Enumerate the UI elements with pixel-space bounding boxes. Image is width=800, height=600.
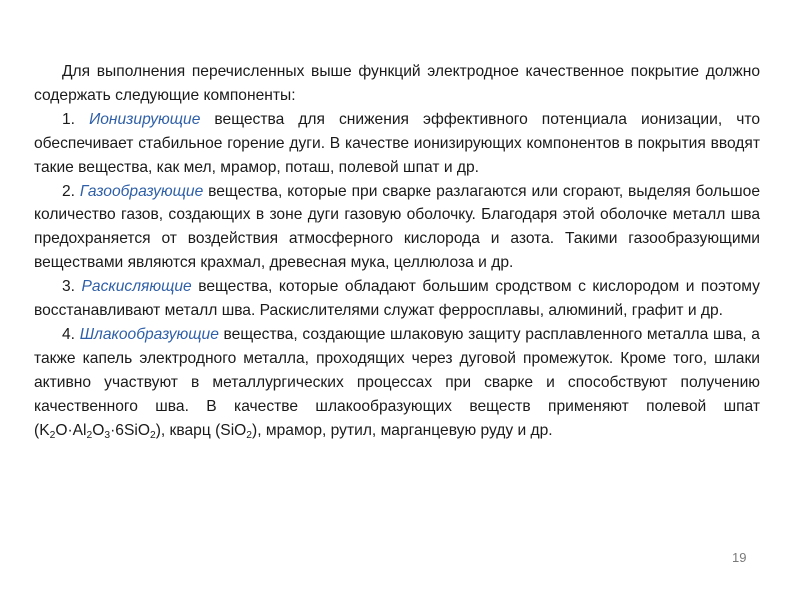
item-4-number: 4. [62,325,76,343]
slide-body [34,60,760,443]
item-3-number: 3. [62,278,76,296]
item-1-number: 1. [62,110,76,128]
item-4-text-3: , мрамор, рутил, марганцевую руду и др. [257,421,553,439]
feldspar-formula: $(K_2O\cdot Al_2O_3\cdot 6SiO_2)$ [34,421,161,441]
item-3-paragraph [34,275,760,323]
item-3-keyword: Раскисляющие [81,278,192,296]
item-4-keyword: Шлакообразующие [79,325,219,343]
item-3-text: вещества, которые обладают большим сродством с кислородом и поэтому восстанавливают металл шва. Раскислителями служат ферросплавы, алюминий, графит и др. [34,278,760,320]
item-4-text: вещества, создающие шлаковую защиту расплавленного металла шва, а также капель электродного металла, проходящих через дуговой промежуток. Кроме того, шлаки активно участвуют в металлургических процессах при сварке и способствуют получению качественного шва. В качестве шлакообразующих веществ применяют полевой шпат [34,325,760,415]
item-4-text-2: , кварц [160,421,216,439]
item-2-keyword: Газообразующие [79,182,204,200]
quartz-formula: (SiO$_2$) [215,421,258,441]
item-4-paragraph [34,323,760,443]
item-2-text: вещества, которые при сварке разлагаются или сгорают, выделяя большое количество газов, создающих в зоне дуги газовую оболочку. Благодаря этой оболочке металл шва предохраняется от воздействия атмосферного кислорода и азота. Такими газообразующими веществами являются крахмал, древесная мука, целлюлоза и др. [34,182,760,272]
page-number: 19 [732,550,747,565]
item-2-paragraph [34,180,760,276]
item-2-number: 2. [62,182,76,200]
item-1-keyword: Ионизирующие [89,110,201,128]
intro-paragraph [34,60,760,108]
intro-text: Для выполнения перечисленных выше функций электродное качественное покрытие должно содержать следующие компоненты: [34,63,760,104]
item-1-paragraph [34,108,760,180]
item-1-text: вещества для снижения эффективного потенциала ионизации, что обеспечивает стабильное горение дуги. В качестве ионизирующих компонентов в покрытия вводят такие вещества, как мел, мрамор, поташ, полевой шпат и др. [34,110,760,176]
